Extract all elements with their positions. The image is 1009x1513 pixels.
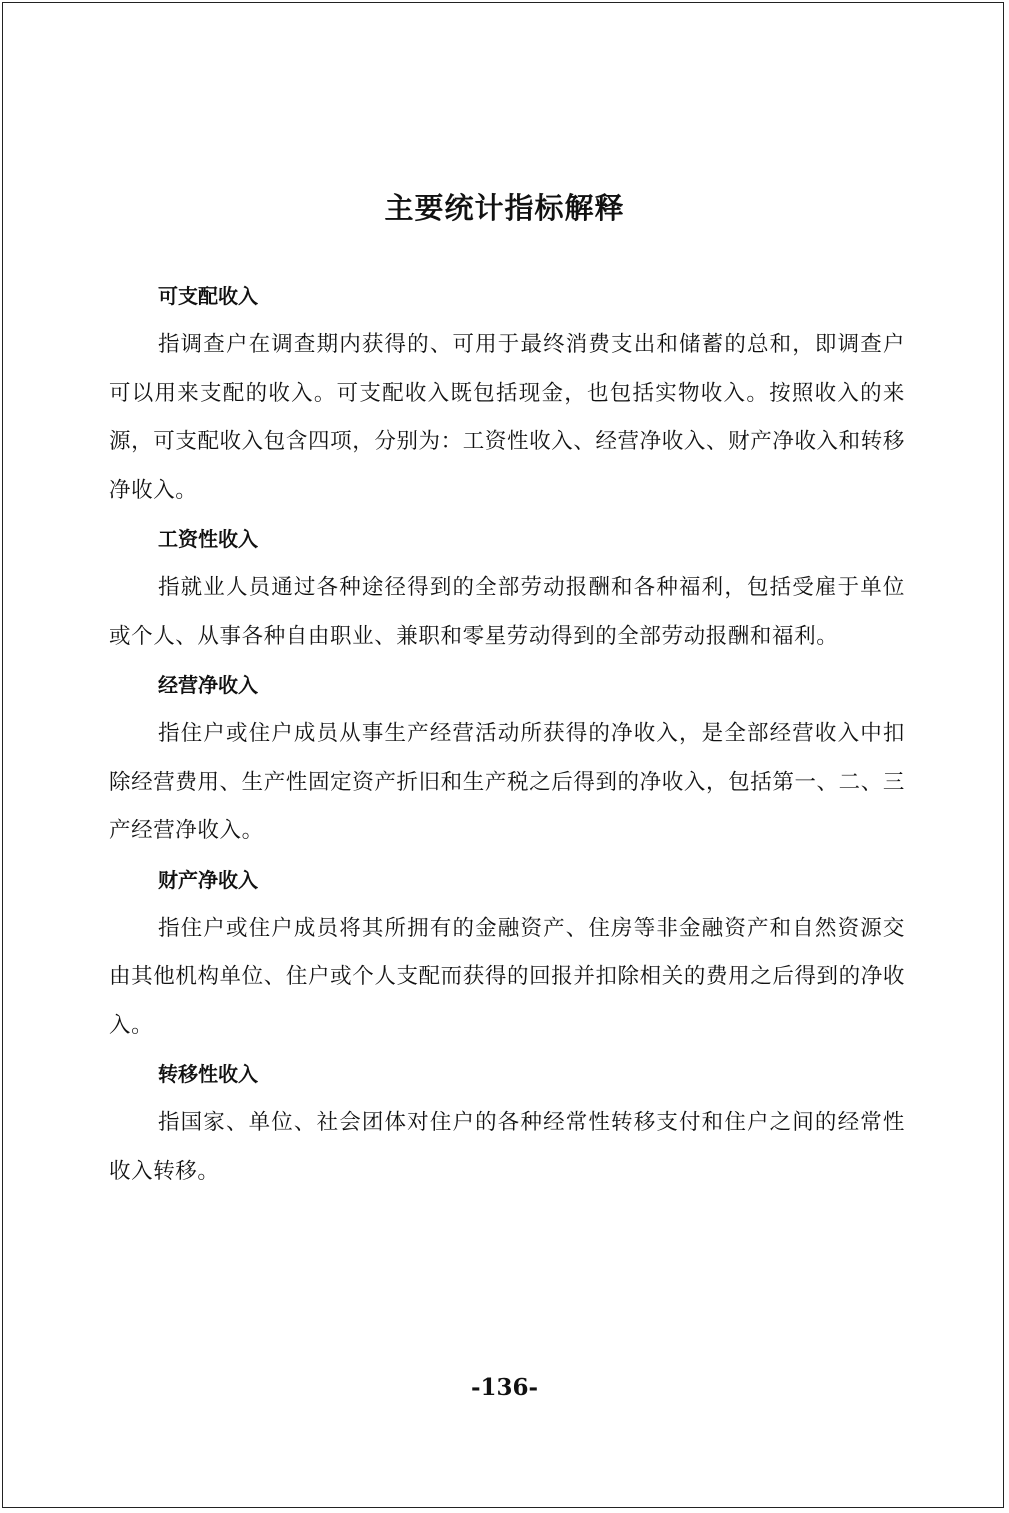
section-heading: 转移性收入	[158, 1062, 258, 1086]
section-wage-income	[109, 515, 905, 661]
section-heading: 经营净收入	[158, 673, 258, 697]
section-disposable-income	[109, 272, 905, 515]
section-heading: 工资性收入	[158, 527, 258, 551]
section-heading: 可支配收入	[158, 284, 258, 308]
section-body: 指住户或住户成员从事生产经营活动所获得的净收入，是全部经营收入中扣除经营费用、生产性固定资产折旧和生产税之后得到的净收入，包括第一、二、三产经营净收入。	[109, 721, 905, 843]
section-body: 指就业人员通过各种途径得到的全部劳动报酬和各种福利，包括受雇于单位或个人、从事各种自由职业、兼职和零星劳动得到的全部劳动报酬和福利。	[109, 575, 905, 649]
section-property-net-income	[109, 856, 905, 1051]
page-title: 主要统计指标解释	[384, 191, 625, 225]
section-body: 指国家、单位、社会团体对住户的各种经常性转移支付和住户之间的经常性收入转移。	[109, 1110, 905, 1184]
document-content	[109, 272, 905, 1196]
section-body: 指调查户在调查期内获得的、可用于最终消费支出和储蓄的总和，即调查户可以用来支配的收入。可支配收入既包括现金，也包括实物收入。按照收入的来源，可支配收入包含四项，分别为：工资性收入、经营净收入、财产净收入和转移净收入。	[109, 332, 905, 503]
section-body: 指住户或住户成员将其所拥有的金融资产、住房等非金融资产和自然资源交由其他机构单位、住户或个人支配而获得的回报并扣除相关的费用之后得到的净收入。	[109, 915, 905, 1038]
page-number: -136-	[470, 1374, 539, 1401]
section-heading: 财产净收入	[158, 867, 258, 892]
section-transfer-income	[109, 1050, 905, 1196]
section-operating-net-income	[109, 661, 905, 856]
